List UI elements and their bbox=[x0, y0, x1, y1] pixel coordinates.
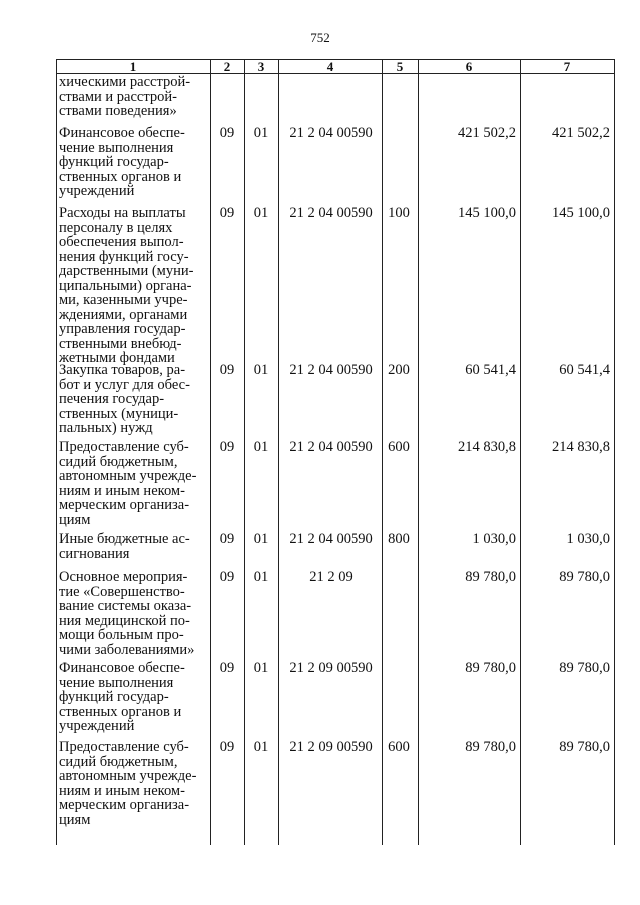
cell-target-article: 21 2 04 00590 bbox=[289, 439, 373, 455]
cell-amount-7: 89 780,0 bbox=[559, 660, 610, 676]
column-divider bbox=[520, 59, 521, 845]
cell-section: 09 bbox=[219, 362, 235, 378]
budget-table bbox=[56, 59, 626, 845]
cell-amount-6: 89 780,0 bbox=[465, 660, 516, 676]
cell-amount-7: 89 780,0 bbox=[559, 739, 610, 755]
cell-target-article: 21 2 09 00590 bbox=[289, 739, 373, 755]
column-divider bbox=[278, 59, 279, 845]
cell-subsection: 01 bbox=[253, 205, 269, 221]
cell-subsection: 01 bbox=[253, 362, 269, 378]
cell-subsection: 01 bbox=[253, 439, 269, 455]
column-header-6: 6 bbox=[465, 59, 473, 74]
cell-amount-7: 89 780,0 bbox=[559, 569, 610, 585]
cell-target-article: 21 2 04 00590 bbox=[289, 362, 373, 378]
cell-target-article: 21 2 09 bbox=[309, 569, 353, 585]
cell-amount-7: 1 030,0 bbox=[566, 531, 610, 547]
row-description: Предоставление суб- сидий бюджетным, автономным учрежде- ниям и иным неком- мерческим организа- циям bbox=[59, 439, 197, 528]
row-description: хическими расстрой- ствами и расстрой- ствами поведения» bbox=[59, 74, 191, 119]
cell-target-article: 21 2 04 00590 bbox=[289, 125, 373, 141]
column-header-2: 2 bbox=[223, 59, 231, 74]
column-header-3: 3 bbox=[257, 59, 265, 74]
cell-section: 09 bbox=[219, 205, 235, 221]
cell-expense-type: 200 bbox=[388, 362, 410, 378]
row-description: Предоставление суб- сидий бюджетным, автономным учрежде- ниям и иным неком- мерческим организа- циям bbox=[59, 739, 197, 828]
cell-section: 09 bbox=[219, 739, 235, 755]
cell-amount-7: 421 502,2 bbox=[552, 125, 610, 141]
cell-section: 09 bbox=[219, 125, 235, 141]
table-border-right bbox=[614, 59, 615, 845]
cell-subsection: 01 bbox=[253, 739, 269, 755]
cell-subsection: 01 bbox=[253, 125, 269, 141]
column-divider bbox=[418, 59, 419, 845]
cell-amount-7: 60 541,4 bbox=[559, 362, 610, 378]
cell-amount-6: 421 502,2 bbox=[458, 125, 516, 141]
cell-expense-type: 600 bbox=[388, 439, 410, 455]
cell-target-article: 21 2 04 00590 bbox=[289, 531, 373, 547]
table-border-left bbox=[56, 59, 57, 845]
row-description: Закупка товаров, ра- бот и услуг для обес- печения государ- ственных (муници- пальных) нужд bbox=[59, 362, 190, 436]
cell-target-article: 21 2 04 00590 bbox=[289, 205, 373, 221]
cell-amount-6: 1 030,0 bbox=[472, 531, 516, 547]
row-description: Финансовое обеспе- чение выполнения функций государ- ственных органов и учреждений bbox=[59, 660, 185, 734]
cell-section: 09 bbox=[219, 660, 235, 676]
row-description: Финансовое обеспе- чение выполнения функций государ- ственных органов и учреждений bbox=[59, 125, 185, 199]
row-description: Основное мероприя- тие «Совершенство- вание системы оказа- ния медицинской по- мощи больным про- чими заболеваниями» bbox=[59, 569, 195, 658]
cell-expense-type: 100 bbox=[388, 205, 410, 221]
row-description: Расходы на выплаты персоналу в целях обеспечения выпол- нения функций госу- дарственными (муни- ципальными) органа- ми, казенными учре- ждениями, органами управления государ- ственными внебюд- жетными фондами bbox=[59, 205, 194, 366]
cell-subsection: 01 bbox=[253, 660, 269, 676]
page-number: 752 bbox=[310, 30, 330, 45]
cell-amount-6: 60 541,4 bbox=[465, 362, 516, 378]
column-header-1: 1 bbox=[129, 59, 137, 74]
row-description: Иные бюджетные ас- сигнования bbox=[59, 531, 190, 562]
column-header-4: 4 bbox=[326, 59, 334, 74]
cell-section: 09 bbox=[219, 569, 235, 585]
cell-expense-type: 800 bbox=[388, 531, 410, 547]
cell-section: 09 bbox=[219, 439, 235, 455]
cell-amount-6: 89 780,0 bbox=[465, 739, 516, 755]
cell-section: 09 bbox=[219, 531, 235, 547]
cell-subsection: 01 bbox=[253, 531, 269, 547]
cell-amount-7: 145 100,0 bbox=[552, 205, 610, 221]
cell-expense-type: 600 bbox=[388, 739, 410, 755]
cell-amount-6: 89 780,0 bbox=[465, 569, 516, 585]
column-header-7: 7 bbox=[563, 59, 571, 74]
cell-amount-6: 145 100,0 bbox=[458, 205, 516, 221]
cell-amount-7: 214 830,8 bbox=[552, 439, 610, 455]
cell-subsection: 01 bbox=[253, 569, 269, 585]
cell-target-article: 21 2 09 00590 bbox=[289, 660, 373, 676]
cell-amount-6: 214 830,8 bbox=[458, 439, 516, 455]
column-header-5: 5 bbox=[396, 59, 404, 74]
